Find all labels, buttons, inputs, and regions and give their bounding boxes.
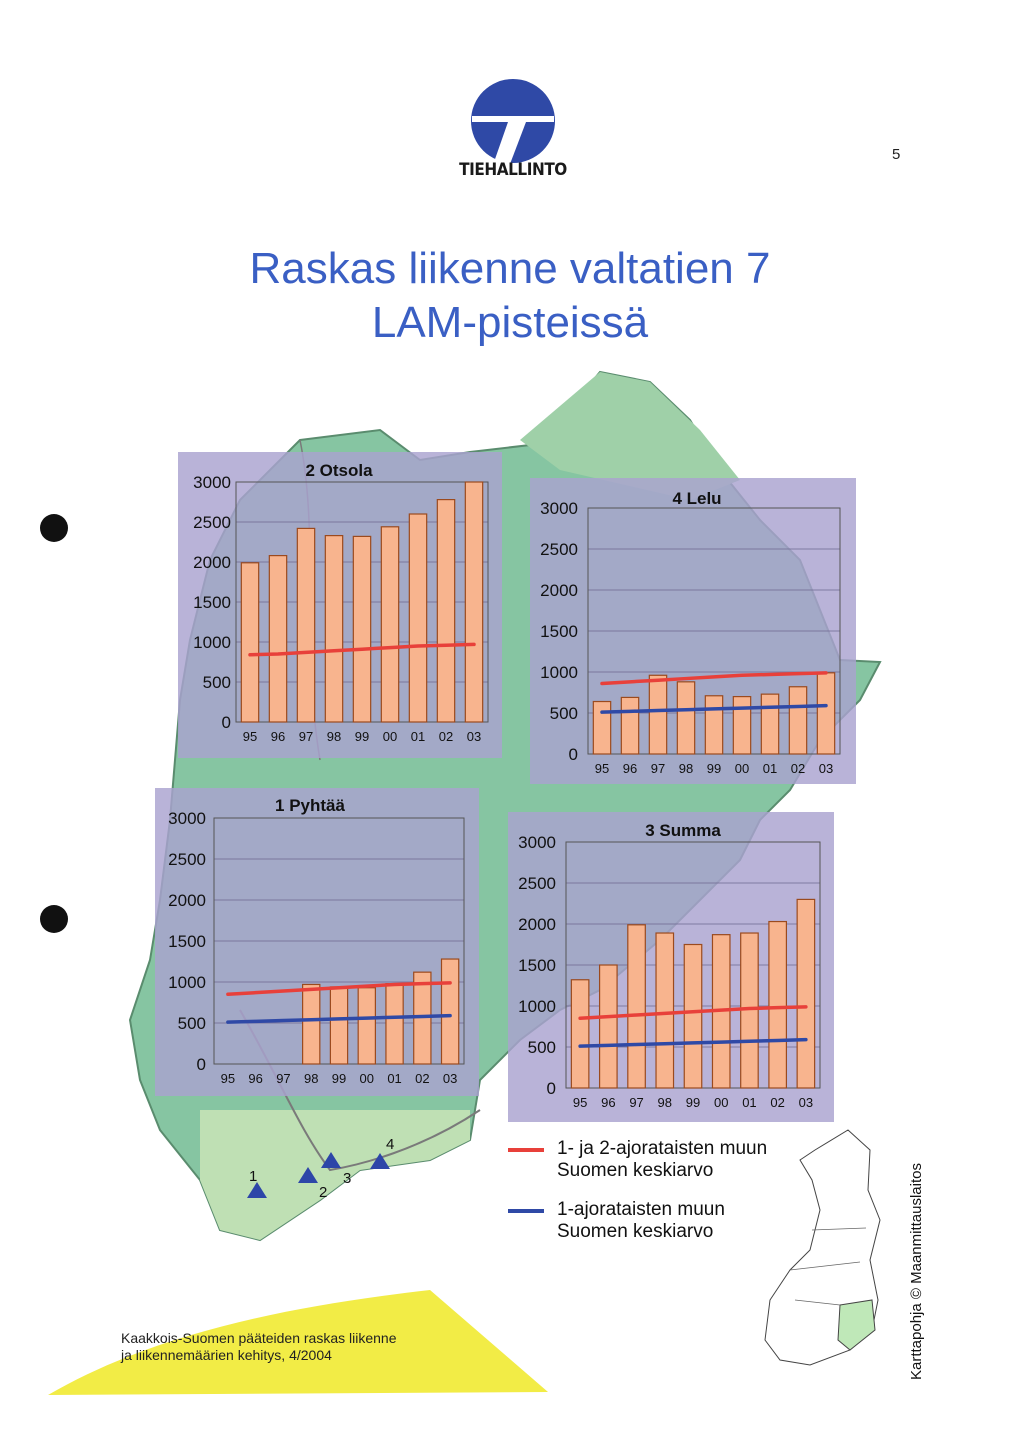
bar [241,563,258,722]
x-tick-label: 99 [685,1095,701,1110]
x-tick-label: 96 [270,729,286,744]
x-tick-label: 03 [818,761,834,776]
y-tick-label: 3000 [193,473,231,492]
legend-blue-label: 1-ajorataisten muun Suomen keskiarvo [557,1199,725,1242]
footer-caption: Kaakkois-Suomen pääteiden raskas liikenne ja liikennemäärien kehitys, 4/2004 [121,1330,397,1363]
y-tick-label: 1500 [518,956,556,975]
bar [705,696,722,754]
x-tick-label: 03 [466,729,482,744]
lam-point-label: 4 [386,1136,395,1153]
x-tick-label: 98 [303,1071,319,1086]
chart-title: 1 Pyhtää [275,796,345,815]
y-tick-label: 0 [568,745,578,764]
page-title-line2: LAM-pisteissä [371,298,649,347]
chart-3 [155,788,479,1096]
bar [621,697,638,754]
y-tick-label: 2500 [193,513,231,532]
bar [789,687,806,754]
x-tick-label: 01 [762,761,778,776]
y-tick-label: 2000 [168,891,206,910]
y-tick-label: 2000 [540,581,578,600]
x-tick-label: 99 [706,761,722,776]
x-tick-label: 97 [650,761,666,776]
bar [409,514,426,722]
x-tick-label: 95 [572,1095,588,1110]
x-tick-label: 96 [622,761,638,776]
y-tick-label: 3000 [540,499,578,518]
page-title-line1: Raskas liikenne valtatien 7 [249,244,771,293]
bar [677,682,694,754]
map-credit: Karttapohja © Maanmittauslaitos [908,1163,925,1380]
lam-point-label: 2 [319,1184,328,1201]
x-tick-label: 01 [742,1095,757,1110]
chart-1 [178,452,502,758]
y-tick-label: 500 [527,1038,556,1057]
bar [797,899,814,1088]
x-tick-label: 97 [629,1095,644,1110]
bar [303,984,320,1064]
bar [330,987,347,1064]
y-tick-label: 3000 [518,833,556,852]
bar [358,988,375,1064]
x-tick-label: 00 [713,1095,729,1110]
x-tick-label: 97 [276,1071,291,1086]
x-tick-label: 00 [734,761,750,776]
logo-text: TIEHALLINTO [459,160,567,180]
chart-title: 4 Lelu [672,489,722,508]
y-tick-label: 1000 [193,633,231,652]
x-tick-label: 99 [331,1071,347,1086]
chart-title: 2 Otsola [305,461,373,480]
y-tick-label: 2500 [518,874,556,893]
y-tick-label: 2000 [518,915,556,934]
bar [381,527,398,722]
y-tick-label: 3000 [168,809,206,828]
x-tick-label: 97 [298,729,314,744]
x-tick-label: 98 [678,761,694,776]
y-tick-label: 2500 [168,850,206,869]
y-tick-label: 500 [202,673,231,692]
y-tick-label: 2500 [540,540,578,559]
y-tick-label: 1000 [540,663,578,682]
x-tick-label: 00 [382,729,398,744]
x-tick-label: 02 [415,1071,430,1086]
y-tick-label: 0 [221,713,231,732]
x-tick-label: 02 [770,1095,785,1110]
chart-title: 3 Summa [645,821,721,840]
bar [649,675,666,754]
lam-point-label: 1 [249,1168,258,1185]
y-tick-label: 1000 [518,997,556,1016]
x-tick-label: 03 [798,1095,814,1110]
bar [600,965,617,1088]
y-tick-label: 2000 [193,553,231,572]
bar [769,922,786,1088]
bar [656,933,673,1088]
bar [817,673,834,754]
bar [437,500,454,722]
map-coast [200,1110,470,1240]
y-tick-label: 1500 [540,622,578,641]
x-tick-label: 98 [326,729,342,744]
bar [325,536,342,722]
bar [593,702,610,754]
x-tick-label: 00 [359,1071,375,1086]
y-tick-label: 1500 [168,932,206,951]
chart-4 [508,812,834,1122]
y-tick-label: 1500 [193,593,231,612]
x-tick-label: 96 [601,1095,616,1110]
bar [442,959,459,1064]
x-tick-label: 98 [657,1095,673,1110]
bar [353,536,370,722]
x-tick-label: 95 [242,729,258,744]
bar [386,984,403,1064]
bar [733,697,750,754]
x-tick-label: 96 [248,1071,263,1086]
bar [269,556,286,722]
finland-inset-map [765,1130,880,1365]
y-tick-label: 1000 [168,973,206,992]
bar [684,945,701,1089]
y-tick-label: 0 [546,1079,556,1098]
bar [465,482,482,722]
lam-point-label: 3 [343,1170,352,1187]
y-tick-label: 0 [196,1055,206,1074]
x-tick-label: 95 [594,761,610,776]
x-tick-label: 01 [410,729,426,744]
y-tick-label: 500 [549,704,578,723]
bar [297,528,314,722]
x-tick-label: 99 [354,729,370,744]
bar [628,925,645,1088]
x-tick-label: 01 [387,1071,402,1086]
y-tick-label: 500 [177,1014,206,1033]
bar [761,694,778,754]
bar [571,980,588,1088]
x-tick-label: 02 [438,729,454,744]
x-tick-label: 02 [790,761,806,776]
legend-red-label: 1- ja 2-ajorataisten muun Suomen keskiarvo [557,1138,768,1181]
page-number: 5 [892,146,901,163]
x-tick-label: 03 [442,1071,458,1086]
chart-2 [530,478,856,784]
x-tick-label: 95 [220,1071,236,1086]
